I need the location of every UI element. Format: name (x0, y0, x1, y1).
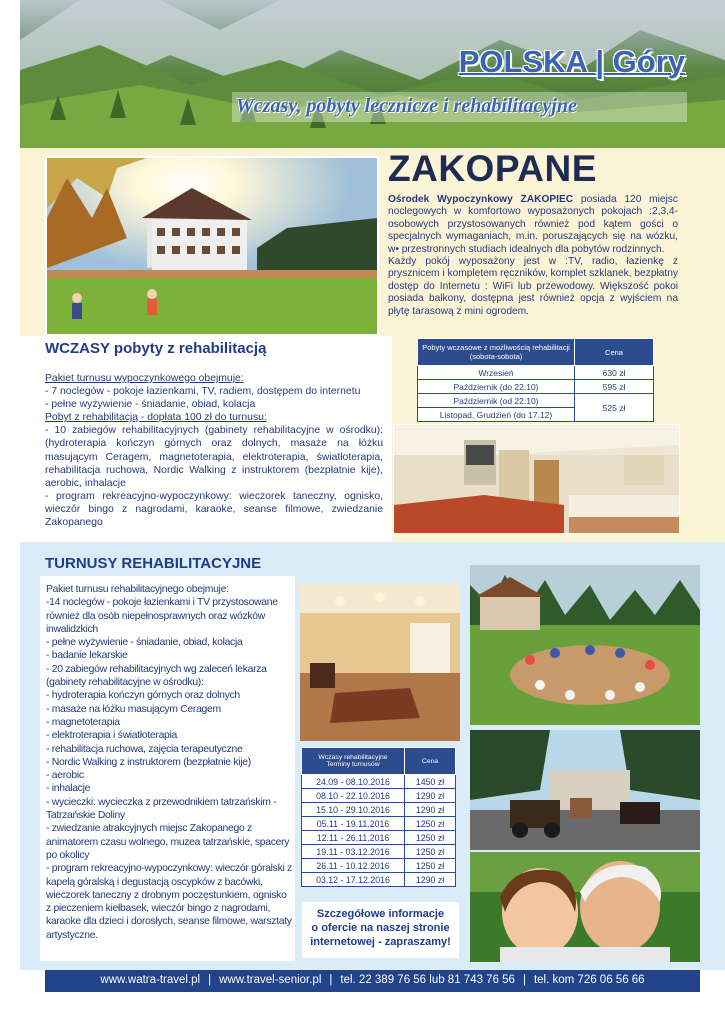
table-header: Cena (405, 748, 456, 775)
info-line: o ofercie na naszej stronie (311, 922, 450, 934)
table-header: Pobyty wczasowe z możliwością rehabilitacji (sobota-sobota) (418, 339, 575, 366)
zakopane-description (388, 194, 678, 318)
turnusy-line: - zwiedzanie atrakcyjnych miejsc Zakopanego z animatorem czasu wolnego, muzea tatrzańskie, spacery po okolicy (46, 823, 290, 861)
footer-separator: | (522, 974, 526, 986)
footer-separator: | (208, 974, 212, 986)
turnusy-line: - badanie lekarskie (46, 650, 128, 662)
table-header-line: Terminy turnusów (326, 761, 380, 768)
wczasy-line: Pakiet turnusu wypoczynkowego obejmuje: (45, 373, 244, 384)
table-row (418, 380, 654, 394)
room-photo (393, 424, 680, 534)
page-subtitle: Wczasy, pobyty lecznicze i rehabilitacyjne (236, 95, 577, 117)
zakopane-title: ZAKOPANE (388, 148, 597, 189)
turnusy-details (46, 583, 292, 942)
table-cell: 24.09 - 08.10.2016 (302, 775, 405, 789)
turnusy-line: - inhalacje (46, 783, 91, 795)
table-header (302, 748, 405, 775)
wczasy-line: - 10 zabiegów rehabilitacyjnych (gabinety rehabilitacyjne w ośrodku): (hydroterapia kończyn górnych oraz dolnych, masaże na łóżku masującym Ceragem, magnetoterapia, elektroterapia, światłoterapia, rehabilitacja ruchowa, Nordic Walking z instruktorem (bezpłatnie kije), aerobic, inhalacje (45, 425, 383, 489)
turnusy-line: - Nordic Walking z instruktorem (bezpłatnie kije) (46, 756, 251, 768)
table-cell: 03.12 - 17.12.2016 (302, 873, 405, 887)
table-cell: 1250 zł (405, 845, 456, 859)
wczasy-heading-bold: WCZASY (45, 340, 110, 357)
street-photo (470, 730, 700, 850)
wczasy-heading (45, 340, 266, 357)
mobile-number: tel. kom 726 06 56 66 (533, 974, 645, 986)
website-link-watra[interactable]: www.watra-travel.pl (100, 974, 201, 986)
wczasy-heading-rest: pobyty z rehabilitacją (109, 340, 267, 357)
turnusy-price-table (301, 747, 456, 887)
turnusy-line: - aerobic (46, 770, 84, 782)
turnusy-line: - program rekreacyjno-wypoczynkowy: wieczór góralski z kapelą góralską i degustacją oscypków z bacówki, wieczorek taneczny z drobnym poczęstunkiem, ognisko z pieczeniem kiełbasek, wieczór bingo z nagrodami, karaoke dla dzieci i dorosłych, seanse filmowe, warsztaty artystyczne. (46, 863, 292, 941)
table-cell: 08.10 - 22.10.2016 (302, 789, 405, 803)
group-photo (470, 565, 700, 725)
turnusy-line: Pakiet turnusu rehabilitacyjnego obejmuje: (46, 584, 229, 595)
table-cell: 1290 zł (405, 789, 456, 803)
turnusy-heading: TURNUSY REHABILITACYJNE (45, 555, 262, 572)
footer-contacts (45, 974, 700, 986)
table-cell: 26.11 - 10.12.2016 (302, 859, 405, 873)
table-row (302, 789, 456, 803)
turnusy-line: - hydroterapia kończyn górnych oraz dolnych (46, 690, 240, 702)
info-line: Szczegółowe informacje (316, 908, 445, 920)
turnusy-line: - wycieczki: wycieczka z przewodnikiem tatrzańskim - Tatrzańskie Doliny (46, 796, 277, 822)
table-cell: 15.10 - 29.10.2016 (302, 803, 405, 817)
wczasy-line: - pełne wyżywienie - śniadanie, obiad, kolacja (45, 399, 256, 411)
table-row (302, 873, 456, 887)
turnusy-line: - elektroterapia i światłoterapia (46, 730, 178, 742)
table-cell: 1250 zł (405, 817, 456, 831)
table-row (302, 803, 456, 817)
table-row (302, 831, 456, 845)
table-cell: 1290 zł (405, 803, 456, 817)
table-cell: 1250 zł (405, 831, 456, 845)
table-cell: Październik (do 22.10) (418, 380, 575, 394)
table-row (302, 775, 456, 789)
table-cell: 12.11 - 26.11.2016 (302, 831, 405, 845)
turnusy-line: -14 noclegów - pokoje łazienkami i TV przystosowane również dla osób niepełnosprawnych oraz wózków inwalidzkich (46, 597, 278, 635)
table-cell: Listopad, Grudzień (do 17.12) (418, 408, 575, 422)
table-cell: Wrzesień (418, 366, 575, 380)
turnusy-line: - pełne wyżywienie - śniadanie, obiad, kolacja (46, 637, 243, 649)
table-header-line: Wczasy rehabilitacyjne (318, 754, 388, 761)
table-cell: Październik (od 22.10) (418, 394, 575, 408)
table-cell: 1290 zł (405, 873, 456, 887)
turnusy-line: - masaże na łóżku masującym Ceragem (46, 703, 221, 715)
table-cell: 595 zł (575, 380, 654, 394)
table-cell: 630 zł (575, 366, 654, 380)
turnusy-line: - 20 zabiegów rehabilitacyjnych wg zaleceń lekarza (gabinety rehabilitacyjne w ośrodku): (46, 663, 267, 689)
table-row (418, 394, 654, 408)
info-message (302, 907, 459, 949)
page-title: POLSKA | Góry (458, 44, 685, 79)
info-line: internetowej - zapraszamy! (310, 936, 451, 948)
wczasy-price-table (417, 338, 654, 422)
phone-numbers: tel. 22 389 76 56 lub 81 743 76 56 (340, 974, 515, 986)
hall-photo (300, 583, 460, 741)
table-cell: 525 zł (575, 394, 654, 422)
wczasy-line: - program rekreacyjno-wypoczynkowy: wieczorek taneczny, ognisko, wieczór bingo z nagrodami, karaoke, seanse filmowe, zwiedzanie Zakopanego (45, 490, 383, 529)
turnusy-line: - magnetoterapia (46, 716, 120, 728)
table-cell: 19.11 - 03.12.2016 (302, 845, 405, 859)
table-cell: 05.11 - 19.11.2016 (302, 817, 405, 831)
turnusy-line: - rehabilitacja ruchowa, zajęcia terapeutyczne (46, 743, 243, 755)
wczasy-details (45, 372, 383, 529)
table-row (302, 845, 456, 859)
resort-room-info: Każdy pokój wyposażony jest w :TV, radio, łazienkę z prysznicem i kompletem ręczników, komplet szklanek, bezpłatny dostęp do Internetu : WiFi lub przewodowy. Większość pokoi posiada balkony, dostępna jest również opcja z wyjściem na płytę tarasową z mini ogrodem. (388, 256, 678, 317)
wczasy-line: Pobyt z rehabilitacją - dopłata 100 zł do turnusu: (45, 412, 267, 424)
table-cell: 1450 zł (405, 775, 456, 789)
couple-photo (470, 852, 700, 962)
table-row (302, 817, 456, 831)
resort-intro: posiada 120 miejsc noclegowych w komfortowo wyposażonych pokojach :2,3,4-osobowych przystosowanych również pod kątem gości o specjalnych wymaganiach, m.in. poruszających się na wózku, w• przestronnych studiach idealnych dla pobytów rodzinnych. (388, 194, 678, 255)
website-link-senior[interactable]: www.travel-senior.pl (219, 974, 322, 986)
resort-name: Ośrodek Wypoczynkowy ZAKOPIEC (388, 194, 574, 205)
table-row (302, 859, 456, 873)
footer-separator: | (329, 974, 333, 986)
hotel-photo (45, 156, 379, 336)
table-row (418, 366, 654, 380)
table-cell: 1250 zł (405, 859, 456, 873)
table-header: Cena (575, 339, 654, 366)
wczasy-line: - 7 noclegów - pokoje łazienkami, TV, radiem, dostępem do internetu (45, 386, 361, 398)
